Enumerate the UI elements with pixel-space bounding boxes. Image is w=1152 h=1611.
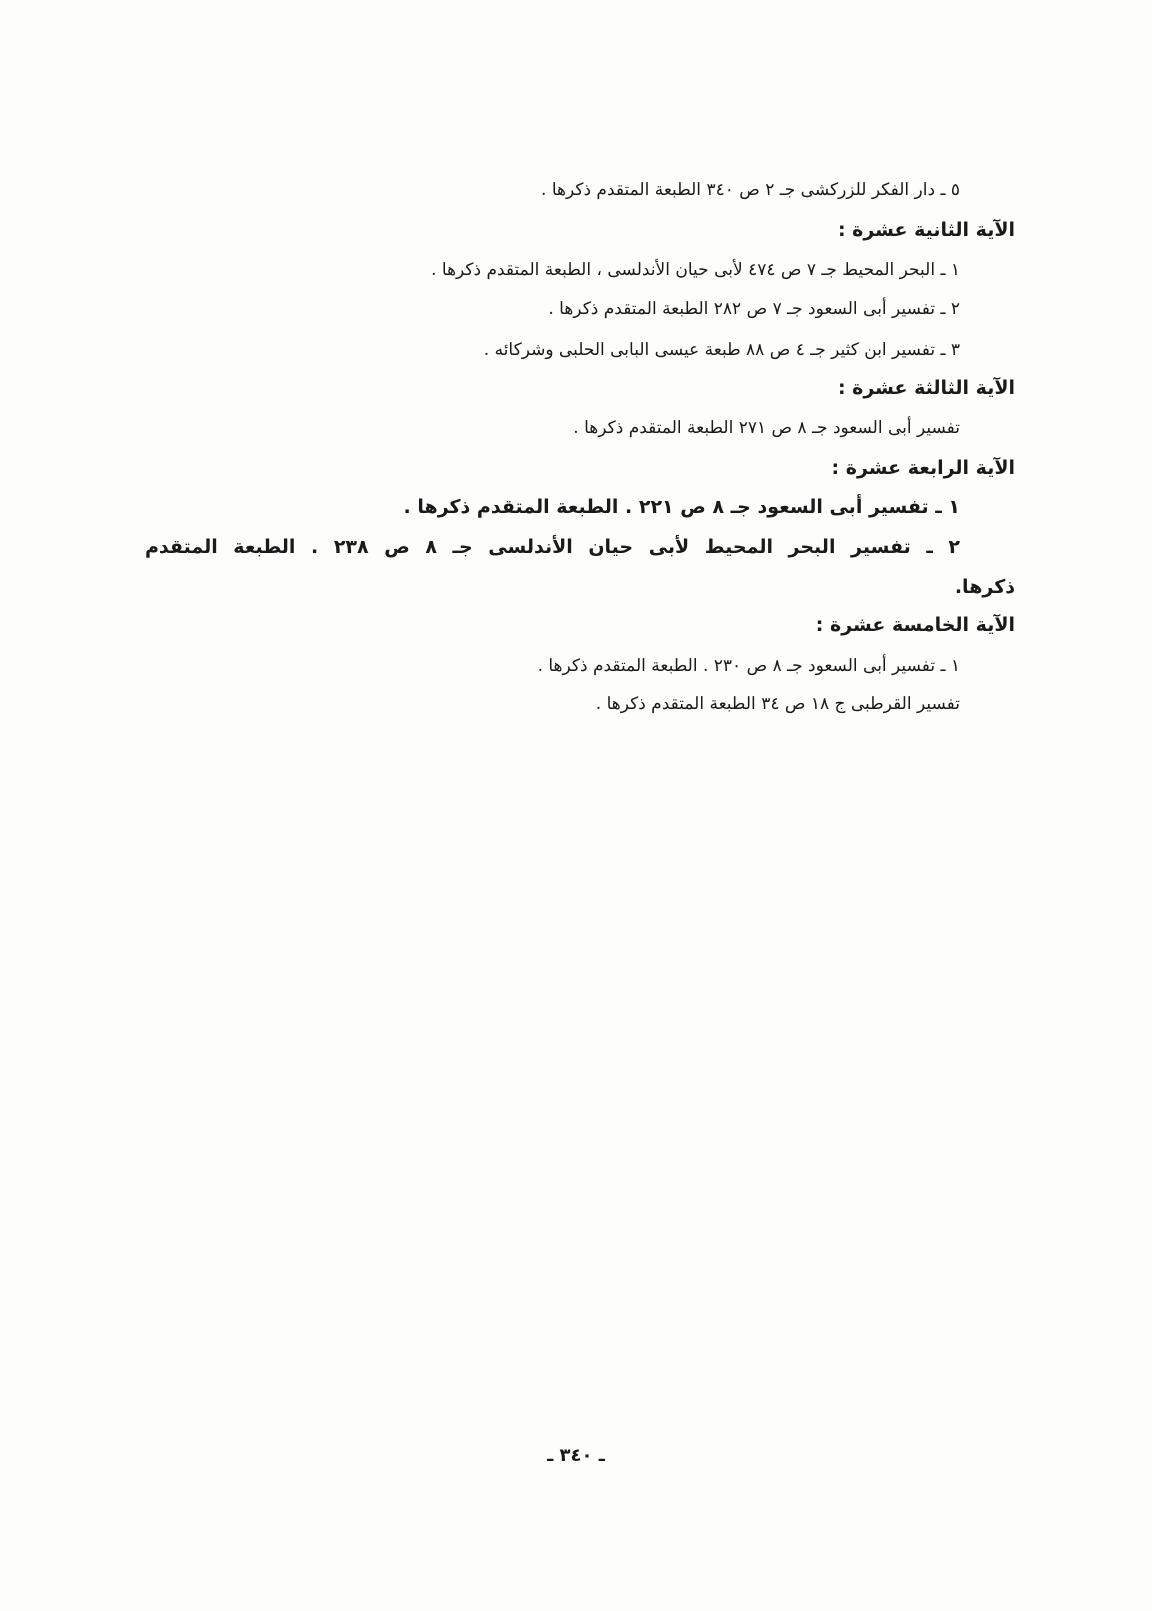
reference-item-3: ٣ ـ تفسير ابن كثير جـ ٤ ص ٨٨ طبعة عيسى البابى الحلبى وشركائه . bbox=[483, 340, 960, 360]
reference-item-1: ١ ـ تفسير أبى السعود جـ ٨ ص ٢٣٠ . الطبعة المتقدم ذكرها . bbox=[537, 656, 960, 676]
reference-item-2-bold: ٢ ـ تفسير البحر المحيط لأبى حيان الأندلسى جـ ٨ ص ٢٣٨ . الطبعة المتقدم bbox=[145, 536, 961, 558]
page-number: ـ ٣٤٠ ـ bbox=[547, 1445, 605, 1466]
reference-item-2: ٢ ـ تفسير أبى السعود جـ ٧ ص ٢٨٢ الطبعة المتقدم ذكرها . bbox=[548, 299, 960, 319]
section-heading-verse-13: الآية الثالثة عشرة : bbox=[837, 377, 1015, 399]
section-heading-verse-12: الآية الثانية عشرة : bbox=[837, 219, 1015, 241]
reference-item: تفسير أبى السعود جـ ٨ ص ٢٧١ الطبعة المتقدم ذكرها . bbox=[573, 418, 960, 438]
section-heading-verse-15: الآية الخامسة عشرة : bbox=[815, 614, 1015, 636]
section-heading-verse-14: الآية الرابعة عشرة : bbox=[831, 457, 1015, 479]
reference-item-1: ١ ـ البحر المحيط جـ ٧ ص ٤٧٤ لأبى حيان الأندلسى ، الطبعة المتقدم ذكرها . bbox=[431, 260, 960, 280]
reference-item: تفسير القرطبى ج ١٨ ص ٣٤ الطبعة المتقدم ذكرها . bbox=[595, 694, 960, 714]
reference-item-5: ٥ ـ دار الفكر للزركشى جـ ٢ ص ٣٤٠ الطبعة المتقدم ذكرها . bbox=[541, 180, 960, 200]
reference-item-2-continuation: ذكرها. bbox=[954, 576, 1015, 598]
reference-item-1-bold: ١ ـ تفسير أبى السعود جـ ٨ ص ٢٢١ . الطبعة المتقدم ذكرها . bbox=[403, 496, 960, 518]
